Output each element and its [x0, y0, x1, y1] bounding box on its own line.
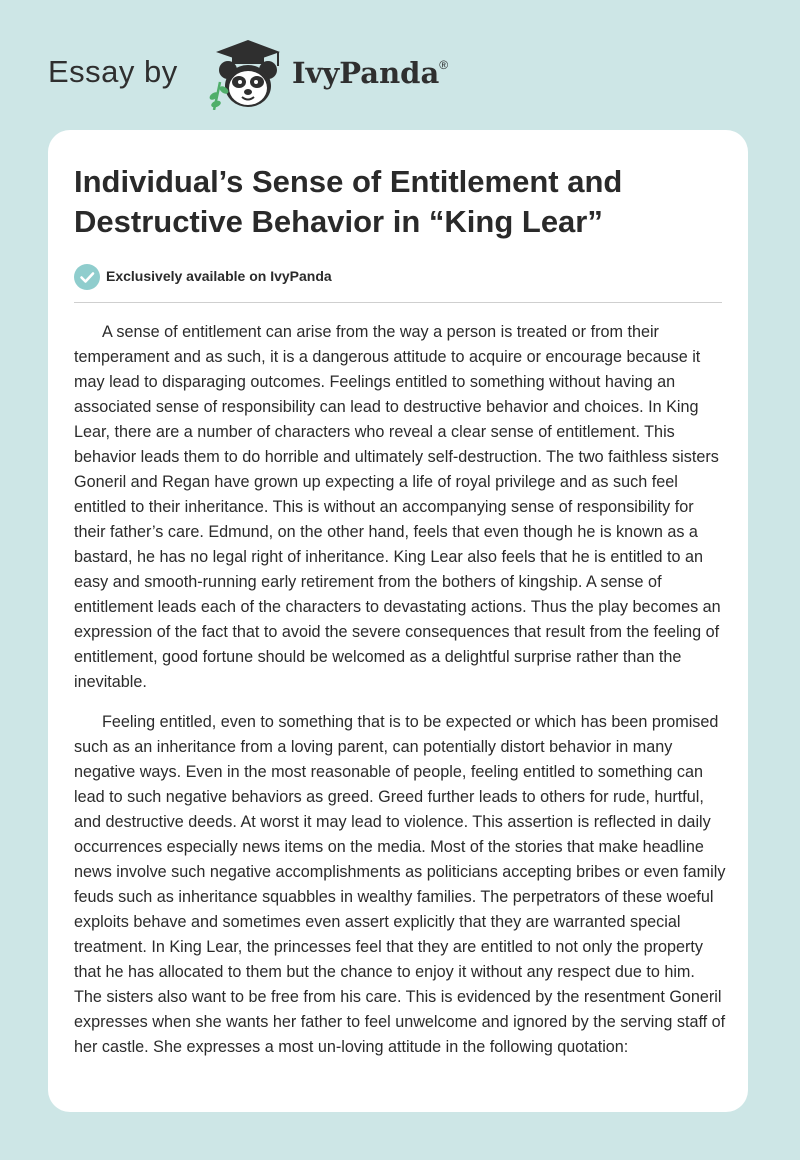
brand-name[interactable]: IvyPanda® — [292, 56, 449, 90]
checkmark-icon — [74, 264, 100, 290]
essay-card — [48, 130, 748, 1112]
divider — [74, 302, 722, 303]
site-header — [48, 36, 748, 110]
essay-title: Individual’s Sense of Entitlement and Destructive Behavior in “King Lear” — [74, 164, 623, 239]
exclusive-badge-text: Exclusively available on IvyPanda — [106, 268, 332, 284]
essay-by-label: Essay by — [48, 54, 178, 89]
essay-body — [74, 320, 726, 1075]
registered-mark: ® — [439, 58, 449, 72]
panda-graduate-logo-icon[interactable] — [204, 36, 286, 110]
paragraph: Feeling entitled, even to something that is to be expected or which has been promised such as an inheritance from a loving parent, can potentially distort behavior in many negative ways. Even in the most reasonable of people, feeling entitled to something can lead to such negative behaviors as greed. Greed further leads to others for rude, hurtful, and destructive deeds. At worst it may lead to violence. This assertion is reflected in daily occurrences especially news items on the media. Most of the stories that make headline news involve such negative accomplishments as politicians accepting bribes or even family feuds such as inheritance squabbles in wealthy families. The perpetrators of these woeful exploits behave and sometimes even assert explicitly that they are warranted special treatment. In King Lear, the princesses feel that they are entitled to not only the property that he has allocated to them but the chance to enjoy it without any respect due to him. The sisters also want to be free from his care. This is evidenced by the resentment Goneril expresses when she wants her father to feel unwelcome and ignored by the serving staff of her castle. She expresses a most un-loving attitude in the following quotation: — [74, 713, 726, 1056]
paragraph: A sense of entitlement can arise from the way a person is treated or from their temperament and as such, it is a dangerous attitude to acquire or encourage because it may lead to disparaging outcomes. Feelings entitled to something without having an associated sense of responsibility can lead to destructive behavior and choices. In King Lear, there are a number of characters who reveal a clear sense of entitlement. This behavior leads them to do horrible and ultimately self-destruction. The two faithless sisters Goneril and Regan have grown up expecting a life of royal privilege and as such feel entitled to their inheritance. This is without an accompanying sense of responsibility for their father’s care. Edmund, on the other hand, feels that even though he is known as a bastard, he has no legal right of inheritance. King Lear also feels that he is entitled to an easy and smooth-running early retirement from the bothers of kingship. A sense of entitlement leads each of the characters to devastating actions. Thus the play becomes an expression of the fact that to avoid the severe consequences that result from the feeling of entitlement, good fortune should be welcomed as a delightful surprise rather than the inevitable. — [74, 323, 721, 691]
